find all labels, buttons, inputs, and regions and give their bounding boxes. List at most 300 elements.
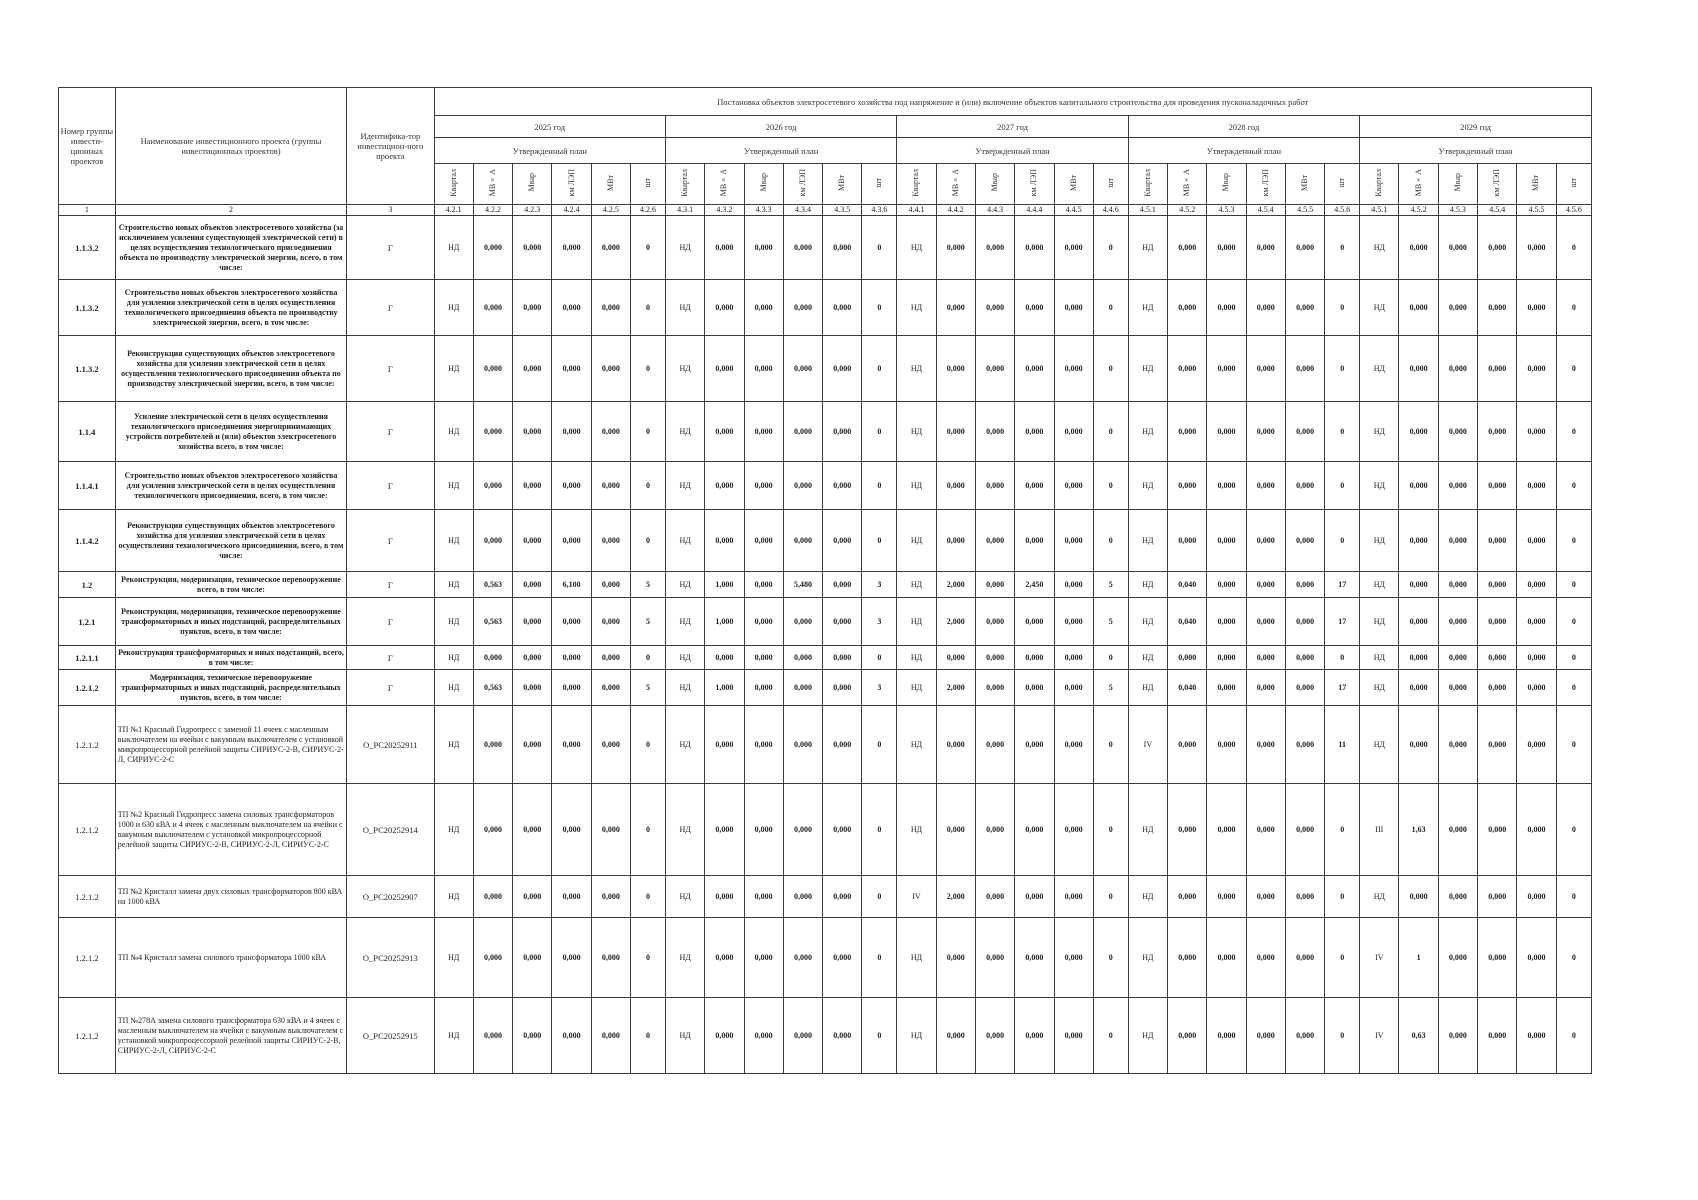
- value-cell: 0: [1325, 280, 1360, 336]
- unit-header-label: Мвар: [758, 173, 768, 192]
- value-cell: 0: [1556, 572, 1591, 598]
- value-cell: 2,450: [1015, 572, 1054, 598]
- value-cell: 0,000: [1478, 918, 1517, 998]
- value-cell: НД: [897, 646, 936, 670]
- value-cell: 0,000: [1285, 462, 1324, 510]
- value-cell: 0,000: [1054, 216, 1093, 280]
- value-cell: 0: [1556, 216, 1591, 280]
- value-cell: НД: [434, 462, 473, 510]
- value-cell: 0: [1556, 646, 1591, 670]
- value-cell: 5: [1093, 598, 1128, 646]
- value-cell: 0,000: [936, 462, 975, 510]
- table-row: [59, 670, 1592, 706]
- value-cell: 0,000: [473, 462, 512, 510]
- unit-header-label: Квартал: [448, 168, 458, 197]
- unit-header: [1556, 164, 1591, 205]
- unit-header-label: МВт: [1068, 174, 1078, 191]
- value-cell: 0,000: [1478, 998, 1517, 1074]
- row-name: Реконструкция существующих объектов электросетевого хозяйства для усиления электрической сети в целях осуществления технологического присоединения объекта по производству электрической энергии, всего, в том числе:: [115, 336, 346, 402]
- value-cell: 0,000: [744, 876, 783, 918]
- value-cell: 0,000: [1478, 876, 1517, 918]
- value-cell: НД: [665, 998, 704, 1074]
- unit-header: [783, 164, 822, 205]
- value-cell: 5: [1093, 670, 1128, 706]
- value-cell: 0: [1093, 646, 1128, 670]
- value-cell: 0,000: [744, 572, 783, 598]
- value-cell: 0,000: [1478, 336, 1517, 402]
- value-cell: 0,000: [1054, 876, 1093, 918]
- value-cell: 3: [862, 598, 897, 646]
- value-cell: 0,000: [513, 706, 552, 784]
- unit-header: [473, 164, 512, 205]
- unit-header-label: Квартал: [1374, 168, 1384, 197]
- value-cell: 0,000: [591, 918, 630, 998]
- value-cell: 0,000: [1399, 646, 1438, 670]
- value-cell: 0,000: [1168, 918, 1207, 998]
- value-cell: 0,000: [591, 706, 630, 784]
- value-cell: 0: [631, 280, 666, 336]
- value-cell: 0,000: [1285, 598, 1324, 646]
- unit-header: [1207, 164, 1246, 205]
- row-identifier: Г: [347, 216, 434, 280]
- value-cell: НД: [897, 402, 936, 462]
- value-cell: НД: [897, 216, 936, 280]
- row-code: 1.2.1.2: [59, 998, 116, 1074]
- value-cell: 0,000: [1054, 572, 1093, 598]
- value-cell: НД: [897, 706, 936, 784]
- value-cell: 0,000: [591, 216, 630, 280]
- unit-header: [1168, 164, 1207, 205]
- value-cell: 0,000: [1438, 646, 1477, 670]
- unit-header-label: МВ×А: [487, 168, 497, 197]
- value-cell: 0,000: [1015, 876, 1054, 918]
- value-cell: 0,000: [1054, 784, 1093, 876]
- row-name: Модернизация, техническое перевооружение трансформаторных и иных подстанций, распределительных пунктов, всего, в том числе:: [115, 670, 346, 706]
- value-cell: 0,000: [591, 998, 630, 1074]
- value-cell: 0,000: [1517, 402, 1556, 462]
- value-cell: 0,000: [1285, 646, 1324, 670]
- value-cell: 5,480: [783, 572, 822, 598]
- value-cell: 0,000: [1438, 998, 1477, 1074]
- value-cell: 0,000: [1517, 784, 1556, 876]
- value-cell: 2,000: [936, 876, 975, 918]
- value-cell: 0,000: [1207, 998, 1246, 1074]
- value-cell: 0: [1093, 998, 1128, 1074]
- value-cell: 0: [1556, 510, 1591, 572]
- value-cell: 0,000: [1015, 216, 1054, 280]
- value-cell: 0: [1556, 336, 1591, 402]
- value-cell: 0,000: [1246, 572, 1285, 598]
- value-cell: 0,000: [783, 646, 822, 670]
- row-identifier: О_РС20252913: [347, 918, 434, 998]
- value-cell: НД: [434, 706, 473, 784]
- row-name: ТП №4 Кристалл замена силового трансформатора 1000 кВА: [115, 918, 346, 998]
- value-cell: 0,000: [1054, 402, 1093, 462]
- value-cell: 0,000: [1438, 598, 1477, 646]
- value-cell: 0,000: [552, 646, 591, 670]
- value-cell: 0: [1093, 402, 1128, 462]
- value-cell: 1,63: [1399, 784, 1438, 876]
- value-cell: 0: [862, 918, 897, 998]
- value-cell: 0,000: [975, 784, 1014, 876]
- value-cell: 0,000: [1207, 216, 1246, 280]
- value-cell: 17: [1325, 670, 1360, 706]
- col-identifier-header: Идентифика-тор инвестицион-ного проекта: [347, 88, 434, 205]
- value-cell: 0,000: [1054, 598, 1093, 646]
- value-cell: 0,000: [1207, 402, 1246, 462]
- column-number: 4.5.4: [1478, 205, 1517, 216]
- unit-header: [1128, 164, 1167, 205]
- value-cell: IV: [1360, 918, 1399, 998]
- value-cell: НД: [665, 462, 704, 510]
- value-cell: 0,000: [1438, 706, 1477, 784]
- value-cell: НД: [434, 598, 473, 646]
- value-cell: 0,000: [1517, 510, 1556, 572]
- unit-header-label: Квартал: [1142, 168, 1152, 197]
- value-cell: 0,000: [744, 670, 783, 706]
- value-cell: 0,000: [744, 784, 783, 876]
- value-cell: 0: [1325, 462, 1360, 510]
- value-cell: 0,000: [1207, 336, 1246, 402]
- value-cell: НД: [665, 402, 704, 462]
- value-cell: 0,000: [473, 918, 512, 998]
- value-cell: 0: [1093, 876, 1128, 918]
- unit-header-label: км ЛЭП: [797, 168, 807, 197]
- value-cell: 0,000: [975, 336, 1014, 402]
- table-row: [59, 280, 1592, 336]
- value-cell: НД: [434, 998, 473, 1074]
- value-cell: 0,000: [1285, 706, 1324, 784]
- value-cell: 0: [631, 706, 666, 784]
- value-cell: 0,000: [1285, 216, 1324, 280]
- value-cell: 0: [1093, 706, 1128, 784]
- unit-header: [862, 164, 897, 205]
- value-cell: 0: [1093, 784, 1128, 876]
- value-cell: НД: [1128, 462, 1167, 510]
- value-cell: 0,000: [1207, 876, 1246, 918]
- value-cell: 0,000: [975, 706, 1014, 784]
- row-code: 1.2.1: [59, 598, 116, 646]
- value-cell: 0,000: [552, 336, 591, 402]
- value-cell: 0,000: [783, 402, 822, 462]
- value-cell: 0: [1556, 402, 1591, 462]
- column-number: 4.5.5: [1517, 205, 1556, 216]
- investment-table: [58, 87, 1592, 1074]
- value-cell: 0,000: [1054, 462, 1093, 510]
- value-cell: 0,000: [744, 510, 783, 572]
- value-cell: 0,000: [1517, 572, 1556, 598]
- row-name: Реконструкция, модернизация, техническое перевооружение трансформаторных и иных подстанций, распределительных пунктов, всего, в том числе:: [115, 598, 346, 646]
- value-cell: 0,000: [1054, 510, 1093, 572]
- value-cell: НД: [1128, 646, 1167, 670]
- value-cell: 0,000: [783, 918, 822, 998]
- value-cell: 0,000: [1438, 216, 1477, 280]
- value-cell: НД: [897, 462, 936, 510]
- unit-header: [1285, 164, 1324, 205]
- row-name: ТП №278А замена силового трансформатора 630 кВА и 4 ячеек с масленным выключателем на ячейки с вакумным выключателем с установкой микропроцессорной релейной защиты СИРИУС-2-В, СИРИУС-2-Л, СИРИУС-2-С: [115, 998, 346, 1074]
- year-header: 2028 год: [1128, 116, 1359, 138]
- row-code: 1.2: [59, 572, 116, 598]
- row-name: Усиление электрической сети в целях осуществления технологического присоединения энергопринимающих устройств потребителей и (или) объектов электросетевого хозяйства всего, в том числе:: [115, 402, 346, 462]
- value-cell: 0,000: [473, 876, 512, 918]
- column-number: 4.4.2: [936, 205, 975, 216]
- value-cell: 0: [1556, 280, 1591, 336]
- value-cell: IV: [1128, 706, 1167, 784]
- value-cell: 0,000: [936, 336, 975, 402]
- column-number: 1: [59, 205, 116, 216]
- value-cell: 0,000: [744, 706, 783, 784]
- value-cell: 0,000: [513, 462, 552, 510]
- unit-header: [936, 164, 975, 205]
- unit-header-label: км ЛЭП: [1260, 168, 1270, 197]
- value-cell: 6,100: [552, 572, 591, 598]
- value-cell: 0,000: [744, 280, 783, 336]
- value-cell: 0,000: [936, 216, 975, 280]
- unit-header-label: МВ×А: [1413, 168, 1423, 197]
- year-header: 2029 год: [1360, 116, 1592, 138]
- row-code: 1.2.1.2: [59, 670, 116, 706]
- value-cell: 0,040: [1168, 598, 1207, 646]
- value-cell: 0,000: [1438, 280, 1477, 336]
- value-cell: 0,000: [1399, 402, 1438, 462]
- value-cell: 0,000: [1285, 336, 1324, 402]
- value-cell: 0,000: [473, 216, 512, 280]
- column-number: 4.2.5: [591, 205, 630, 216]
- value-cell: 0,000: [513, 784, 552, 876]
- value-cell: 0,000: [1438, 876, 1477, 918]
- value-cell: НД: [1128, 784, 1167, 876]
- value-cell: НД: [665, 598, 704, 646]
- value-cell: НД: [665, 336, 704, 402]
- value-cell: 0,000: [1285, 670, 1324, 706]
- value-cell: 0,000: [823, 784, 862, 876]
- value-cell: 0,000: [975, 918, 1014, 998]
- value-cell: 0: [862, 998, 897, 1074]
- value-cell: 0,000: [1399, 280, 1438, 336]
- value-cell: 0,040: [1168, 670, 1207, 706]
- value-cell: 0,000: [744, 598, 783, 646]
- column-number: 4.5.3: [1438, 205, 1477, 216]
- value-cell: 0,000: [1478, 462, 1517, 510]
- value-cell: 0,000: [744, 336, 783, 402]
- table-row: [59, 784, 1592, 876]
- value-cell: 0,000: [823, 510, 862, 572]
- unit-header-label: МВ×А: [719, 168, 729, 197]
- unit-header: [1399, 164, 1438, 205]
- unit-header: [975, 164, 1014, 205]
- value-cell: 0,000: [1207, 280, 1246, 336]
- value-cell: 0,000: [591, 510, 630, 572]
- value-cell: 0,000: [552, 280, 591, 336]
- value-cell: 1,000: [705, 670, 744, 706]
- value-cell: 1,000: [705, 598, 744, 646]
- value-cell: НД: [665, 706, 704, 784]
- row-name: Строительство новых объектов электросетевого хозяйства для усиления электрической сети в целях осуществления технологического присоединения, всего, в том числе:: [115, 462, 346, 510]
- row-identifier: О_РС20252914: [347, 784, 434, 876]
- value-cell: 0,000: [936, 706, 975, 784]
- unit-header: [1360, 164, 1399, 205]
- value-cell: 2,000: [936, 670, 975, 706]
- value-cell: НД: [434, 784, 473, 876]
- value-cell: 0,000: [1015, 336, 1054, 402]
- row-code: 1.1.3.2: [59, 216, 116, 280]
- row-name: ТП №2 Кристалл замена двух силовых трансформаторов 800 кВА на 1000 кВА: [115, 876, 346, 918]
- value-cell: 0: [1093, 510, 1128, 572]
- value-cell: НД: [897, 670, 936, 706]
- value-cell: 0,000: [1399, 510, 1438, 572]
- value-cell: 0,000: [1246, 216, 1285, 280]
- value-cell: 0,000: [823, 336, 862, 402]
- row-code: 1.2.1.1: [59, 646, 116, 670]
- value-cell: 0,000: [591, 572, 630, 598]
- value-cell: НД: [1128, 336, 1167, 402]
- value-cell: 0: [631, 918, 666, 998]
- value-cell: 0,000: [552, 670, 591, 706]
- value-cell: 0: [1325, 402, 1360, 462]
- column-number: 4.5.4: [1246, 205, 1285, 216]
- table-row: [59, 402, 1592, 462]
- value-cell: 0,000: [705, 216, 744, 280]
- col-group-number-header: Номер группы инвести-ционных проектов: [59, 88, 116, 205]
- value-cell: 0,000: [744, 998, 783, 1074]
- unit-header-label: шт: [1105, 177, 1115, 188]
- value-cell: НД: [1360, 876, 1399, 918]
- value-cell: 5: [631, 598, 666, 646]
- value-cell: 0,000: [705, 998, 744, 1074]
- value-cell: 3: [862, 670, 897, 706]
- value-cell: 0,000: [1015, 998, 1054, 1074]
- value-cell: 0,000: [1168, 402, 1207, 462]
- value-cell: 0,000: [1438, 462, 1477, 510]
- value-cell: 0,000: [1399, 572, 1438, 598]
- value-cell: 0: [862, 280, 897, 336]
- value-cell: 0,000: [591, 462, 630, 510]
- value-cell: НД: [897, 784, 936, 876]
- value-cell: 0,000: [513, 670, 552, 706]
- value-cell: 0,000: [1207, 670, 1246, 706]
- value-cell: 0,000: [1399, 876, 1438, 918]
- row-name: Строительство новых объектов электросетевого хозяйства для усиления электрической сети в целях осуществления технологического присоединения объекта по производству электрической энергии, всего, в том числе:: [115, 280, 346, 336]
- value-cell: 0,000: [783, 670, 822, 706]
- unit-header-label: шт: [874, 177, 884, 188]
- value-cell: 0,000: [1207, 646, 1246, 670]
- value-cell: 0,000: [823, 998, 862, 1074]
- unit-header-label: МВт: [837, 174, 847, 191]
- value-cell: 0,000: [783, 876, 822, 918]
- value-cell: 0: [1325, 510, 1360, 572]
- column-number: 4.3.5: [823, 205, 862, 216]
- value-cell: 0,000: [473, 336, 512, 402]
- value-cell: НД: [665, 572, 704, 598]
- value-cell: III: [1360, 784, 1399, 876]
- value-cell: 0,000: [1246, 646, 1285, 670]
- value-cell: 0,000: [823, 706, 862, 784]
- value-cell: НД: [665, 876, 704, 918]
- column-number: 4.4.5: [1054, 205, 1093, 216]
- value-cell: 0: [1556, 998, 1591, 1074]
- value-cell: 0,000: [1399, 706, 1438, 784]
- value-cell: 2,000: [936, 572, 975, 598]
- value-cell: 0,563: [473, 598, 512, 646]
- row-identifier: Г: [347, 646, 434, 670]
- value-cell: 0: [631, 998, 666, 1074]
- value-cell: 1,000: [705, 572, 744, 598]
- value-cell: 0: [1556, 918, 1591, 998]
- value-cell: 0,000: [1438, 402, 1477, 462]
- row-name: Реконструкция существующих объектов электросетевого хозяйства для усиления электрической сети в целях осуществления технологического присоединения, всего, в том числе:: [115, 510, 346, 572]
- value-cell: 0: [631, 336, 666, 402]
- value-cell: 0,000: [513, 876, 552, 918]
- value-cell: 0,000: [552, 402, 591, 462]
- column-number: 4.2.4: [552, 205, 591, 216]
- value-cell: 0,000: [1285, 572, 1324, 598]
- unit-header-label: МВ×А: [950, 168, 960, 197]
- value-cell: 0,000: [744, 918, 783, 998]
- value-cell: 0,000: [1054, 670, 1093, 706]
- column-number: 4.5.2: [1399, 205, 1438, 216]
- column-number: 2: [115, 205, 346, 216]
- column-number: 4.3.3: [744, 205, 783, 216]
- value-cell: 0,000: [1168, 462, 1207, 510]
- value-cell: 5: [631, 670, 666, 706]
- value-cell: НД: [1360, 510, 1399, 572]
- value-cell: НД: [897, 510, 936, 572]
- row-code: 1.2.1.2: [59, 784, 116, 876]
- value-cell: 0,000: [1015, 784, 1054, 876]
- value-cell: НД: [665, 646, 704, 670]
- value-cell: 0: [862, 706, 897, 784]
- value-cell: 0,000: [1168, 706, 1207, 784]
- unit-header-label: шт: [642, 177, 652, 188]
- value-cell: 0,000: [975, 876, 1014, 918]
- value-cell: НД: [897, 598, 936, 646]
- row-code: 1.1.3.2: [59, 336, 116, 402]
- value-cell: 0,000: [473, 706, 512, 784]
- value-cell: НД: [1128, 670, 1167, 706]
- value-cell: НД: [1128, 402, 1167, 462]
- unit-header-label: Мвар: [990, 173, 1000, 192]
- value-cell: НД: [1128, 572, 1167, 598]
- column-number: 4.5.3: [1207, 205, 1246, 216]
- table-row: [59, 646, 1592, 670]
- value-cell: 0,000: [1285, 280, 1324, 336]
- column-number: 4.3.1: [665, 205, 704, 216]
- value-cell: 0,000: [1168, 280, 1207, 336]
- value-cell: 0: [862, 876, 897, 918]
- value-cell: 0,000: [1517, 598, 1556, 646]
- value-cell: 0,000: [513, 510, 552, 572]
- value-cell: НД: [1360, 216, 1399, 280]
- value-cell: 0,000: [1478, 598, 1517, 646]
- row-code: 1.1.3.2: [59, 280, 116, 336]
- value-cell: 0,000: [1285, 876, 1324, 918]
- value-cell: 0,000: [552, 706, 591, 784]
- value-cell: 0,000: [591, 598, 630, 646]
- value-cell: 0,000: [823, 918, 862, 998]
- value-cell: 0,000: [591, 402, 630, 462]
- value-cell: 0,000: [975, 462, 1014, 510]
- value-cell: 0,000: [1246, 402, 1285, 462]
- column-number: 4.5.6: [1556, 205, 1591, 216]
- value-cell: НД: [1360, 706, 1399, 784]
- value-cell: 0,000: [1399, 336, 1438, 402]
- value-cell: 0,000: [513, 998, 552, 1074]
- value-cell: 0: [1093, 918, 1128, 998]
- value-cell: 0,000: [1015, 918, 1054, 998]
- plan-header: Утвержденный план: [1128, 138, 1359, 164]
- value-cell: 0,000: [823, 572, 862, 598]
- value-cell: 0,000: [473, 998, 512, 1074]
